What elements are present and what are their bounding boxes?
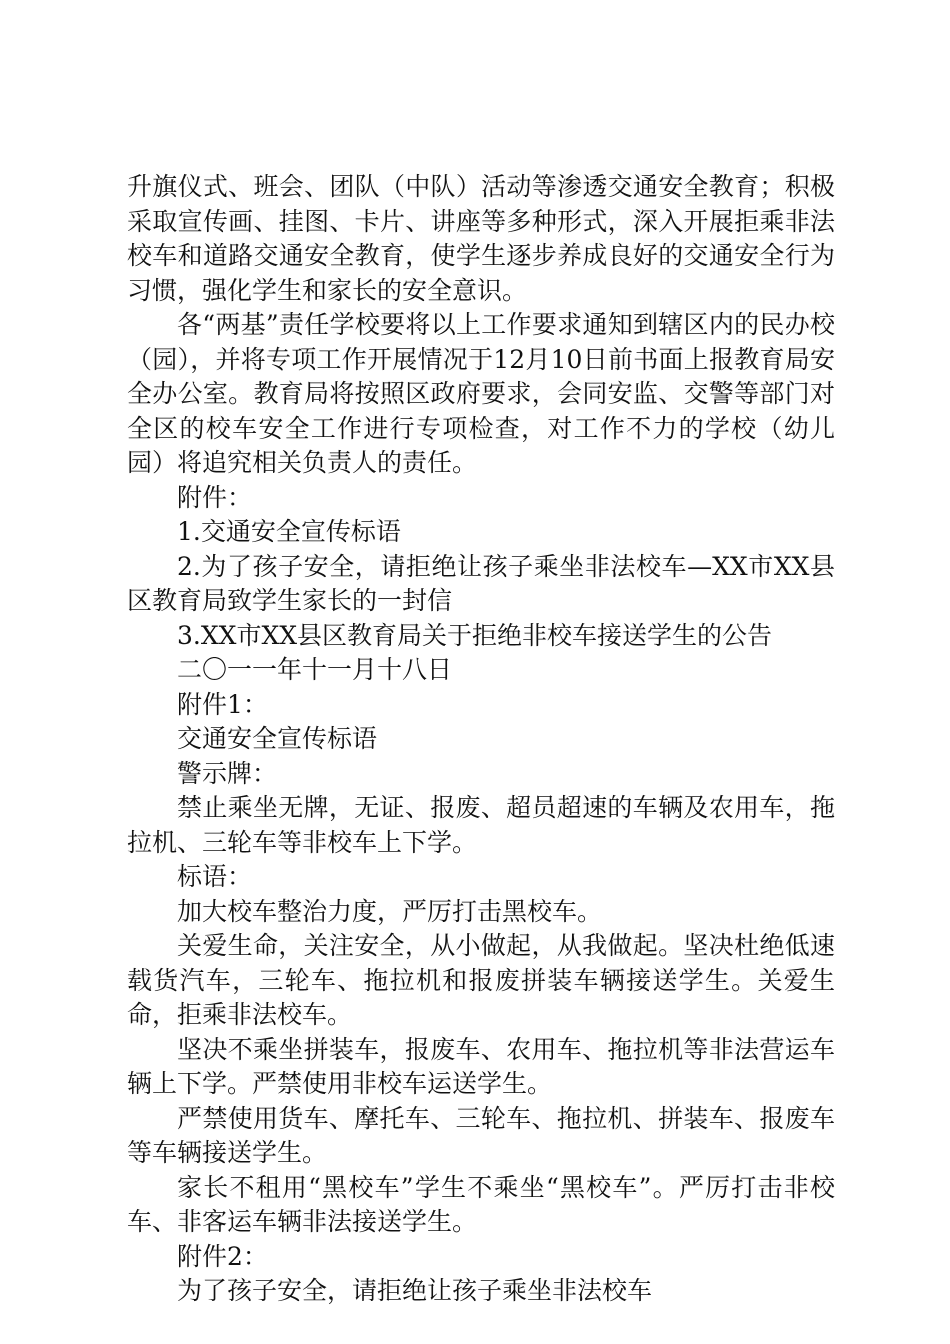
attachment-2-label: 附件2：	[177, 1241, 268, 1271]
slogan-4: 严禁使用货车、摩托车、三轮车、拖拉机、拼装车、报废车等车辆接送学生。	[127, 1103, 835, 1167]
document-body	[127, 170, 835, 1309]
attachment-item-3: 3.XX市XX县区教育局关于拒绝非校车接送学生的公告	[177, 620, 773, 650]
slogan-1: 加大校车整治力度，严厉打击黑校车。	[177, 896, 603, 926]
document-date: 二〇一一年十一月十八日	[177, 655, 453, 684]
attachment-1-title: 交通安全宣传标语	[177, 724, 378, 753]
slogan-5: 家长不租用“黑校车”学生不乘坐“黑校车”。严厉打击非校车、非客运车辆非法接送学生。	[127, 1172, 835, 1236]
slogan-heading: 标语：	[177, 862, 253, 891]
attachments-heading: 附件：	[177, 482, 253, 512]
paragraph-school-requirements: 各“两基”责任学校要将以上工作要求通知到辖区内的民办校（园），并将专项工作开展情况于12月10日前书面上报教育局安全办公室。教育局将按照区政府要求，会同安监、交警等部门对全区的校车安全工作进行专项检查，对工作不力的学校（幼儿园）将追究相关负责人的责任。	[127, 310, 835, 477]
paragraph-safety-education: 升旗仪式、班会、团队（中队）活动等渗透交通安全教育；积极采取宣传画、挂图、卡片、讲座等多种形式，深入开展拒乘非法校车和道路交通安全教育，使学生逐步养成良好的交通安全行为习惯，强化学生和家长的安全意识。	[127, 172, 835, 305]
attachment-item-2: 2.为了孩子安全，请拒绝让孩子乘坐非法校车—XX市XX县区教育局致学生家长的一封信	[127, 551, 835, 615]
slogan-2: 关爱生命，关注安全，从小做起，从我做起。坚决杜绝低速载货汽车，三轮车、拖拉机和报废拼装车辆接送学生。关爱生命，拒乘非法校车。	[127, 931, 835, 1029]
attachment-item-1: 1.交通安全宣传标语	[177, 517, 401, 546]
attachment-1-label: 附件1：	[177, 689, 268, 719]
warning-sign-heading: 警示牌：	[177, 758, 278, 788]
attachment-2-title: 为了孩子安全，请拒绝让孩子乘坐非法校车	[177, 1276, 653, 1305]
slogan-3: 坚决不乘坐拼装车，报废车、农用车、拖拉机等非法营运车辆上下学。严禁使用非校车运送学生。	[127, 1034, 835, 1098]
warning-sign-text: 禁止乘坐无牌，无证、报废、超员超速的车辆及农用车，拖拉机、三轮车等非校车上下学。	[127, 793, 835, 857]
